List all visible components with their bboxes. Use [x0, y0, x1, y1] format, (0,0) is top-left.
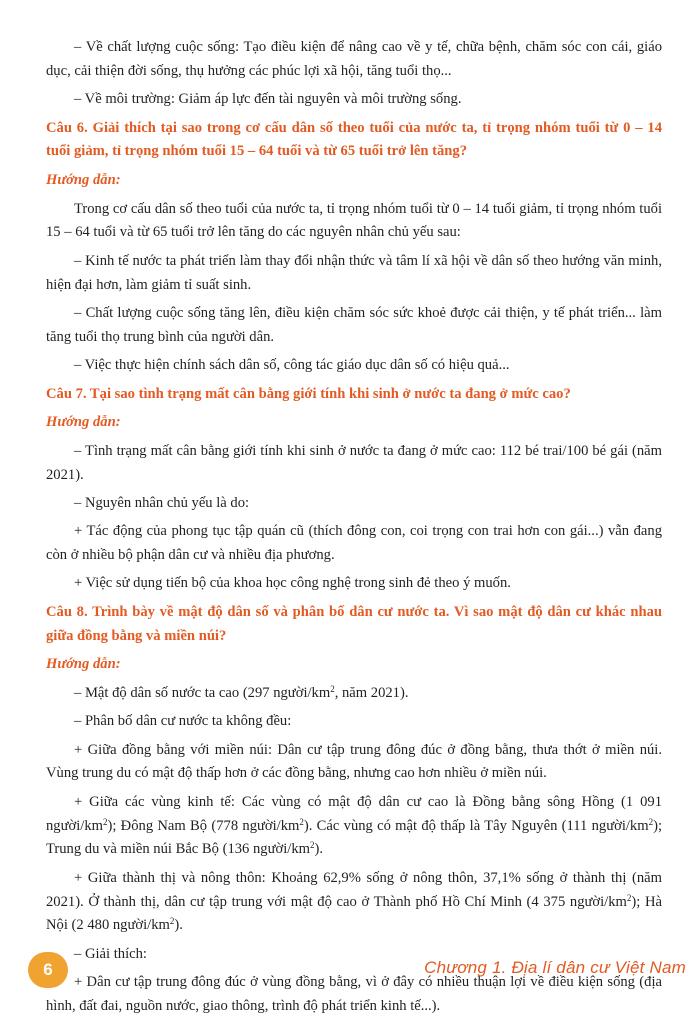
answer-7-point-2: – Nguyên nhân chủ yếu là do: [74, 494, 250, 511]
paragraph-quality-of-life: – Về chất lượng cuộc sống: Tạo điều kiện để nâng cao về y tế, chữa bệnh, chăm sóc con cái, giáo dục, cải thiện đời sống, thụ hưởng các phúc lợi xã hội, tăng tuổi thọ... [46, 39, 662, 79]
answer-6-intro: Trong cơ cấu dân số theo tuổi của nước ta, tỉ trọng nhóm tuổi từ 0 – 14 tuổi giảm, tỉ trọng nhóm tuổi 15 – 64 tuổi và từ 65 tuổi trở lên tăng do các nguyên nhân chủ yếu sau: [46, 200, 662, 241]
answer-6-point-1: – Kinh tế nước ta phát triển làm thay đổi nhận thức và tâm lí xã hội về dân số theo hướng văn minh, hiện đại hơn, làm giảm tỉ suất sinh. [46, 252, 662, 293]
answer-8-plains-mountains: + Giữa đồng bằng với miền núi: Dân cư tập trung đông đúc ở đồng bằng, thưa thớt ở miền núi. Vùng trung du có mật độ thấp hơn ở các đồng bằng, nhưng cao hơn nhiều ở miền núi. [46, 741, 662, 782]
question-6: Câu 6. Giải thích tại sao trong cơ cấu dân số theo tuổi của nước ta, tỉ trọng nhóm tuổi từ 0 – 14 tuổi giảm, tỉ trọng nhóm tuổi 15 – 64 tuổi và từ 65 tuổi trở lên tăng? [46, 119, 662, 160]
page-footer [0, 952, 700, 1024]
superscript: 2 [169, 916, 175, 927]
answer-8-economic-regions [46, 791, 662, 862]
answer-6-point-2: – Chất lượng cuộc sống tăng lên, điều kiện chăm sóc sức khoẻ được cải thiện, y tế phát triển... làm tăng tuổi thọ trung bình của người dân. [46, 304, 662, 345]
answer-8-explanation-heading: – Giải thích: [74, 945, 147, 962]
text-run: ). [174, 917, 183, 934]
text-run: ); Đông Nam Bộ (778 người/km [107, 817, 300, 834]
text-run: ). [314, 841, 323, 858]
text-run: + Giữa thành thị và nông thôn: Khoảng 62,9% sống ở nông thôn, 37,1% sống ở thành thị (năm 2021). Ở thành thị, dân cư tập trung với mật độ cao ở Thành phố Hồ Chí Minh (4 375 người/km [46, 869, 662, 910]
answer-7-point-4: + Việc sử dụng tiến bộ của khoa học công nghệ trong sinh đẻ theo ý muốn. [74, 575, 511, 592]
superscript: 2 [626, 892, 632, 903]
guide-heading-7: Hướng dẫn: [46, 414, 121, 431]
superscript: 2 [648, 816, 654, 827]
question-7: Câu 7. Tại sao tình trạng mất cân bằng giới tính khi sinh ở nước ta đang ở mức cao? [46, 385, 571, 402]
text-run: – Mật độ dân số nước ta cao (297 người/km [74, 684, 331, 701]
guide-heading-6: Hướng dẫn: [46, 172, 121, 189]
text-run: ); Hà Nội (2 480 người/km [46, 893, 662, 934]
answer-8-distribution: – Phân bố dân cư nước ta không đều: [74, 713, 292, 730]
answer-8-explanation: + Dân cư tập trung đông đúc ở vùng đồng bằng, vì ở đây có nhiều thuận lợi về điều kiện sống (địa hình, đất đai, nguồn nước, giao thông, trình độ phát triển kinh tế...). [46, 974, 662, 1014]
answer-6-point-3: – Việc thực hiện chính sách dân số, công tác giáo dục dân số có hiệu quả... [74, 357, 510, 374]
superscript: 2 [299, 816, 304, 827]
text-run: , năm 2021). [334, 684, 409, 701]
answer-7-point-1: – Tình trạng mất cân bằng giới tính khi sinh ở nước ta đang ở mức cao: 112 bé trai/100 bé gái (năm 2021). [46, 442, 662, 483]
guide-heading-8: Hướng dẫn: [46, 656, 121, 673]
paragraph-environment: – Về môi trường: Giảm áp lực đến tài nguyên và môi trường sống. [74, 91, 462, 108]
superscript: 2 [309, 840, 315, 851]
question-8: Câu 8. Trình bày về mật độ dân số và phân bố dân cư nước ta. Vì sao mật độ dân cư khác nhau giữa đồng bằng và miền núi? [46, 603, 662, 644]
answer-8-density [46, 682, 662, 706]
text-run: ). Các vùng có mật độ thấp là Tây Nguyên (111 người/km [303, 817, 649, 834]
text-run: ); Trung du và miền núi Bắc Bộ (136 người/km [46, 817, 663, 858]
answer-7-point-3: + Tác động của phong tục tập quán cũ (thích đông con, coi trọng con trai hơn con gái...) vẫn đang còn ở nhiều bộ phận dân cư và nhiều địa phương. [46, 523, 662, 564]
text-run: + Giữa các vùng kinh tế: Các vùng có mật độ dân cư cao là Đồng bằng sông Hồng (1 091 người/km [46, 793, 662, 834]
page-content [46, 36, 662, 1023]
page-number-badge: 6 [28, 952, 68, 988]
chapter-title: Chương 1. Địa lí dân cư Việt Nam [424, 958, 686, 977]
superscript: 2 [102, 816, 108, 827]
answer-8-urban-rural [46, 867, 662, 938]
superscript: 2 [330, 683, 335, 694]
